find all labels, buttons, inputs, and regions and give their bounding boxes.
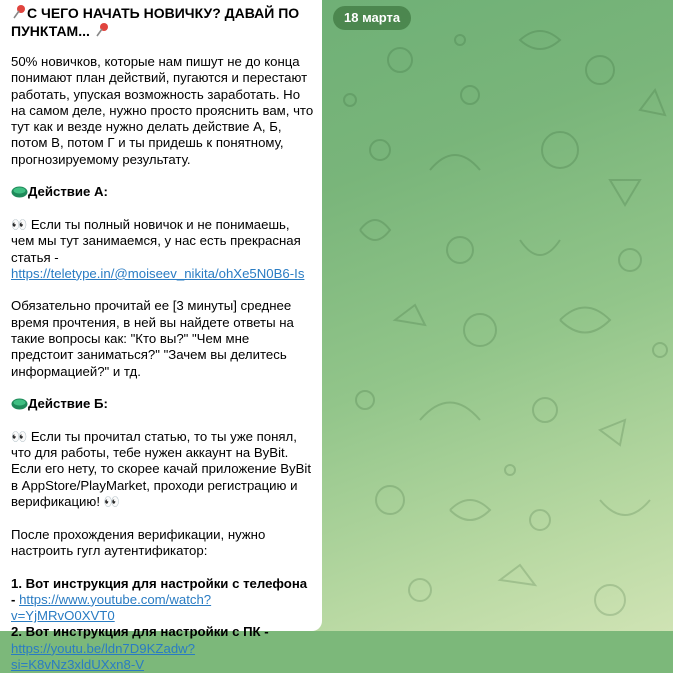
message-title-text: С ЧЕГО НАЧАТЬ НОВИЧКУ? ДАВАЙ ПО ПУНКТАМ... — [11, 5, 299, 39]
instruction-1-label: 1. Вот инструкция для настройки с телефона - — [11, 576, 307, 607]
eyes-icon: 👀 — [104, 494, 117, 509]
pushpin-icon — [11, 4, 27, 20]
after-verification: После прохождения верификации, нужно настроить гугл аутентификатор: — [11, 527, 314, 560]
instruction-list — [11, 576, 314, 673]
instruction-1-link[interactable]: https://www.youtube.com/watch?v=YjMRvO0XVT0 — [11, 592, 211, 623]
instruction-1 — [11, 576, 314, 625]
action-b-paragraph — [11, 429, 314, 510]
action-b-heading — [11, 396, 314, 412]
date-pill[interactable]: 18 марта — [333, 6, 411, 30]
eyes-icon: 👀 — [11, 217, 24, 232]
instruction-2 — [11, 624, 314, 673]
green-disc-icon — [11, 398, 28, 410]
intro-paragraph: 50% новичков, которые нам пишут не до конца понимают план действий, пугаются и перестают работать, упуская возможность заработать. Но на самом деле, нужно просто прояснить вам, что тут как и везде нужно делать действие А, Б, потом В, потом Г и ты придешь к понятному, прогнозируемому результату. — [11, 54, 314, 168]
message-bubble — [0, 0, 322, 631]
instruction-2-label: 2. Вот инструкция для настройки с ПК - — [11, 624, 269, 639]
eyes-icon: 👀 — [11, 429, 24, 444]
message-title — [11, 4, 314, 40]
instruction-2-link[interactable]: https://youtu.be/ldn7D9KZadw?si=K8vNz3xldUXxn8-V — [11, 641, 195, 672]
action-a-more: Обязательно прочитай ее [3 минуты] среднее время прочтения, в ней вы найдете ответы на такие вопросы как: "Кто вы?" "Чем мне предстоит заниматься?" "Зачем вы делитесь информацией?" и тд. — [11, 298, 314, 379]
action-a-paragraph — [11, 217, 314, 282]
action-a-text: Если ты полный новичок и не понимаешь, чем мы тут занимаемся, у нас есть прекрасная статья - — [11, 217, 301, 265]
action-b-heading-text: Действие Б: — [28, 396, 108, 411]
pushpin-icon — [94, 22, 110, 38]
article-link[interactable]: https://teletype.in/@moiseev_nikita/ohXe5N0B6-Is — [11, 266, 304, 281]
action-a-heading-text: Действие А: — [28, 184, 108, 199]
green-disc-icon — [11, 186, 28, 198]
action-a-heading — [11, 184, 314, 200]
action-b-text: Если ты прочитал статью, то ты уже понял, что для работы, тебе нужен аккаунт на ByBit. Если его нету, то скорее качай приложение ByBit в AppStore/PlayMarket, проходи регистрацию и верификацию! — [11, 429, 311, 509]
